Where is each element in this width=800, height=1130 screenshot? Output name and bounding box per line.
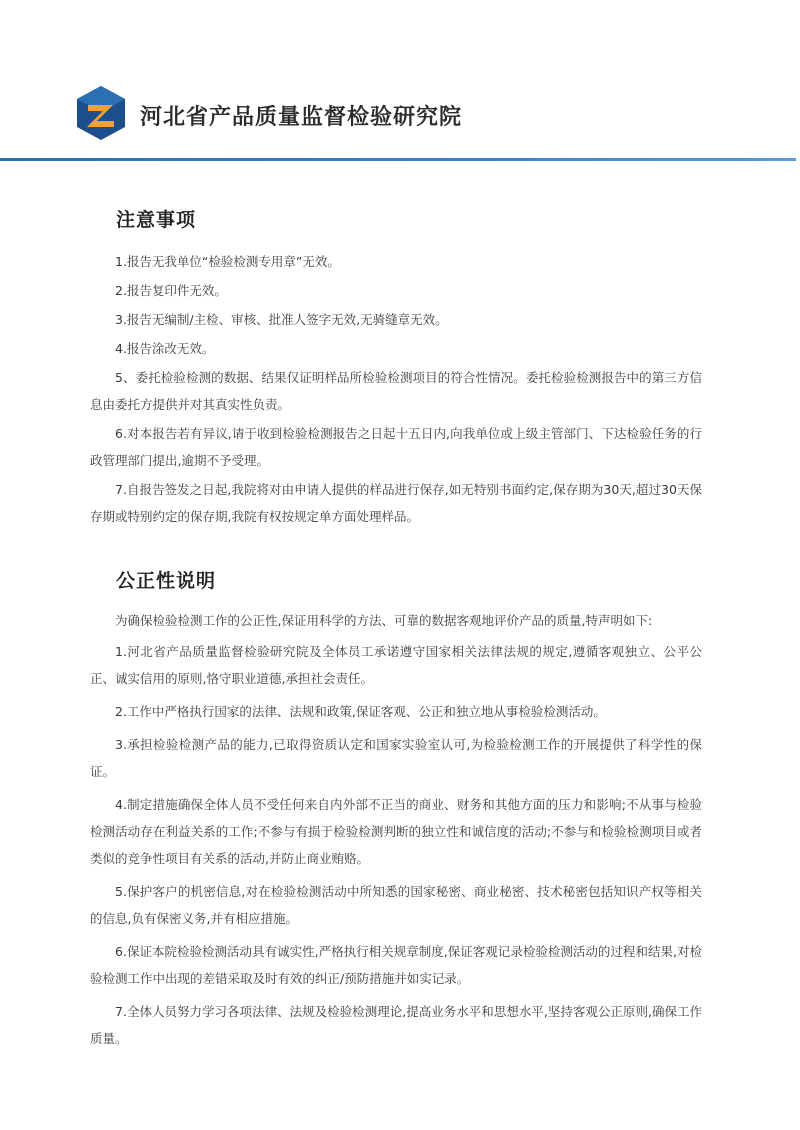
impartiality-item-4: 4.制定措施确保全体人员不受任何来自内外部不正当的商业、财务和其他方面的压力和影响;不从事与检验检测活动存在利益关系的工作;不参与有损于检验检测判断的独立性和诚信度的活动;不参与和检验检测项目或者类似的竞争性项目有关系的活动,并防止商业贿赂。 [90, 797, 702, 866]
notice-section-title: 注意事项 [116, 209, 197, 231]
institute-logo-icon [75, 85, 127, 141]
impartiality-item-5: 5.保护客户的机密信息,对在检验检测活动中所知悉的国家秘密、商业秘密、技术秘密包括知识产权等相关的信息,负有保密义务,并有相应措施。 [90, 884, 702, 926]
impartiality-item-2: 2.工作中严格执行国家的法律、法规和政策,保证客观、公正和独立地从事检验检测活动。 [115, 704, 606, 719]
impartiality-list [90, 607, 702, 1058]
impartiality-item-6: 6.保证本院检验检测活动具有诚实性,严格执行相关规章制度,保证客观记录检验检测活动的过程和结果,对检验检测工作中出现的差错采取及时有效的纠正/预防措施并如实记录。 [90, 944, 702, 986]
notice-item-6: 6.对本报告若有异议,请于收到检验检测报告之日起十五日内,向我单位或上级主管部门、下达检验任务的行政管理部门提出,逾期不予受理。 [90, 426, 702, 468]
page-header [0, 0, 800, 170]
notice-item-2: 2.报告复印件无效。 [115, 283, 227, 298]
organization-name: 河北省产品质量监督检验研究院 [140, 105, 463, 130]
impartiality-item-7: 7.全体人员努力学习各项法律、法规及检验检测理论,提高业务水平和思想水平,坚持客观公正原则,确保工作质量。 [90, 1004, 702, 1046]
impartiality-item-1: 1.河北省产品质量监督检验研究院及全体员工承诺遵守国家相关法律法规的规定,遵循客观独立、公平公正、诚实信用的原则,恪守职业道德,承担社会责任。 [90, 644, 702, 686]
notice-item-3: 3.报告无编制/主检、审核、批准人签字无效,无骑缝章无效。 [115, 312, 448, 327]
impartiality-item-3: 3.承担检验检测产品的能力,已取得资质认定和国家实验室认可,为检验检测工作的开展提供了科学性的保证。 [90, 737, 702, 779]
impartiality-section-title: 公正性说明 [116, 570, 217, 592]
notice-item-4: 4.报告涂改无效。 [115, 341, 215, 356]
header-divider [0, 158, 796, 161]
notice-item-5: 5、委托检验检测的数据、结果仅证明样品所检验检测项目的符合性情况。委托检验检测报告中的第三方信息由委托方提供并对其真实性负责。 [90, 370, 702, 412]
impartiality-intro: 为确保检验检测工作的公正性,保证用科学的方法、可靠的数据客观地评价产品的质量,特声明如下: [115, 613, 653, 628]
notice-item-1: 1.报告无我单位“检验检测专用章”无效。 [115, 254, 340, 269]
notice-item-7: 7.自报告签发之日起,我院将对由申请人提供的样品进行保存,如无特别书面约定,保存期为30天,超过30天保存期或特别约定的保存期,我院有权按规定单方面处理样品。 [90, 482, 702, 524]
notice-list [90, 248, 702, 532]
